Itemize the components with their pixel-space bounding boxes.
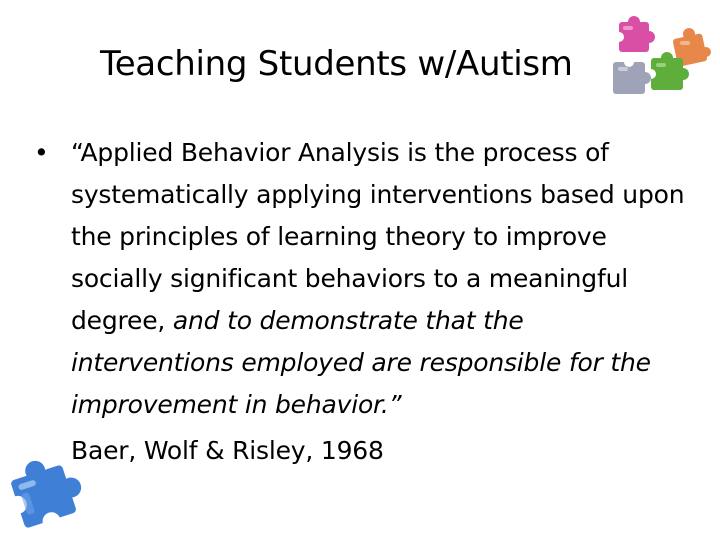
puzzle-pieces-cluster-icon [605, 14, 713, 100]
slide-title: Teaching Students w/Autism [100, 44, 573, 84]
blue-puzzle-piece-icon [0, 450, 96, 538]
quote-text [71, 132, 692, 426]
citation: Baer, Wolf & Risley, 1968 [71, 436, 384, 465]
gray-puzzle-piece [613, 57, 651, 94]
slide-body [32, 132, 692, 472]
pink-puzzle-piece [614, 16, 655, 52]
bullet-item [32, 132, 692, 426]
quote-plain-text: “Applied Behavior Analysis is the process of systematically applying interventions based upon the principles of learning theory to improve socially significant behaviors to a meaningful degree, [71, 138, 685, 335]
bullet-marker: • [34, 138, 49, 167]
quote-italic-text: and to demonstrate that the interventions employed are responsible for the improvement in behavior.” [71, 306, 651, 419]
